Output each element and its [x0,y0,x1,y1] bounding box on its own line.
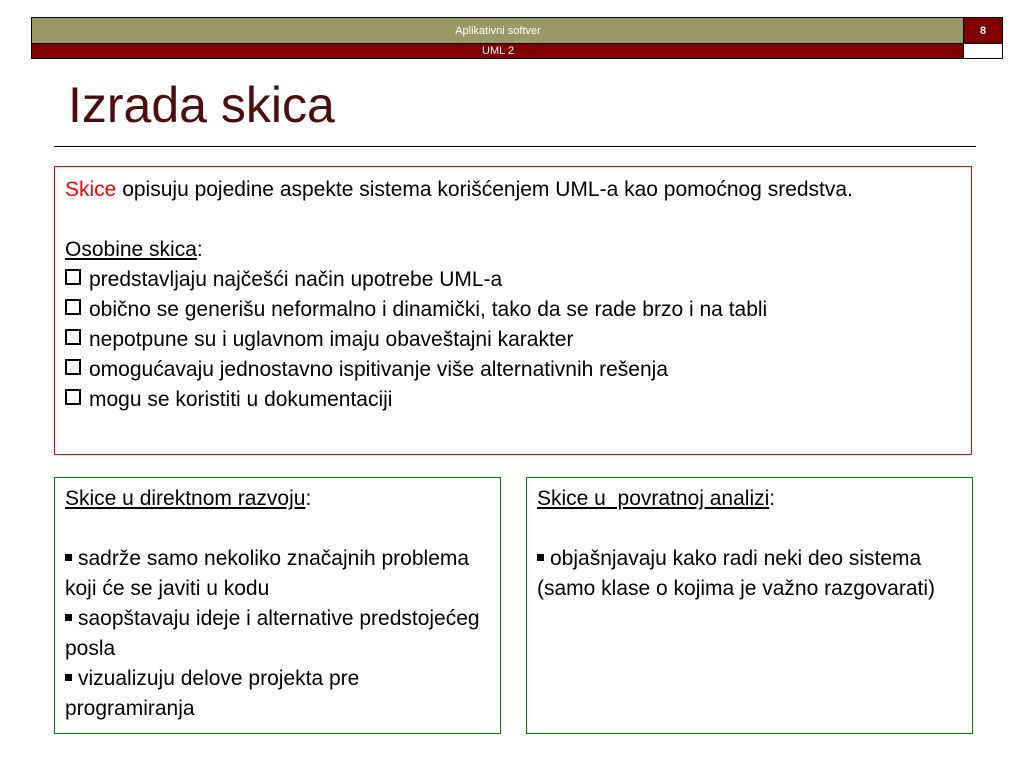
list-item-text: vizualizuju delove projekta pre programiranja [65,667,360,720]
checkbox-bullet-icon [65,389,81,405]
square-bullet-icon [65,614,72,621]
list-item [65,544,490,604]
list-item [65,325,961,355]
list-item-text: mogu se koristiti u dokumentaciji [89,388,393,411]
list-item-text: objašnjavaju kako radi neki deo sistema (samo klase o kojima je važno razgovarati) [537,547,935,600]
features-heading-line [65,235,961,265]
left-heading-colon: : [305,487,312,510]
slide-number: 8 [963,18,1002,43]
checkbox-bullet-icon [65,299,81,315]
list-item [65,604,490,664]
list-item [65,664,490,724]
list-item-text: obično se generišu neformalno i dinamički, tako da se rade brzo i na tabli [89,298,768,321]
intro-paragraph [65,175,961,205]
right-heading-line [537,484,962,514]
list-item [65,265,961,295]
list-item-text: omogućavaju jednostavno ispitivanje više alternativnih rešenja [89,358,669,381]
intro-highlight: Skice [65,178,117,201]
list-item-text: nepotpune su i uglavnom imaju obaveštajni karakter [89,328,574,351]
direct-development-box [54,477,501,734]
right-heading: Skice u povratnoj analizi [537,487,770,510]
right-heading-colon: : [769,487,776,510]
checkbox-bullet-icon [65,329,81,345]
features-heading: Osobine skica [65,238,197,261]
reverse-analysis-box [526,477,973,734]
list-item-text: saopštavaju ideje i alternative predstojećeg posla [65,607,480,660]
square-bullet-icon [65,674,72,681]
features-colon: : [196,238,203,261]
section-bar [31,43,1003,59]
square-bullet-icon [537,554,544,561]
list-item [65,295,961,325]
checkbox-bullet-icon [65,269,81,285]
header-bar [31,17,1003,44]
square-bullet-icon [65,554,72,561]
section-bar-corner [963,44,1002,58]
list-item-text: predstavljaju najčešći način upotrebe UML-a [89,268,503,291]
list-item [65,385,961,415]
list-item [537,544,962,604]
list-item [65,355,961,385]
intro-text: opisuju pojedine aspekte sistema korišćenjem UML-a kao pomoćnog sredstva. [116,178,853,201]
main-content-box [54,166,972,455]
section-title: UML 2 [482,45,514,57]
checkbox-bullet-icon [65,359,81,375]
course-title: Aplikativni softver [455,24,541,37]
slide-title: Izrada skica [68,77,335,133]
left-heading-line [65,484,490,514]
left-heading: Skice u direktnom razvoju [65,487,306,510]
list-item-text: sadrže samo nekoliko značajnih problema koji će se javiti u kodu [65,547,470,600]
title-divider [54,146,976,147]
